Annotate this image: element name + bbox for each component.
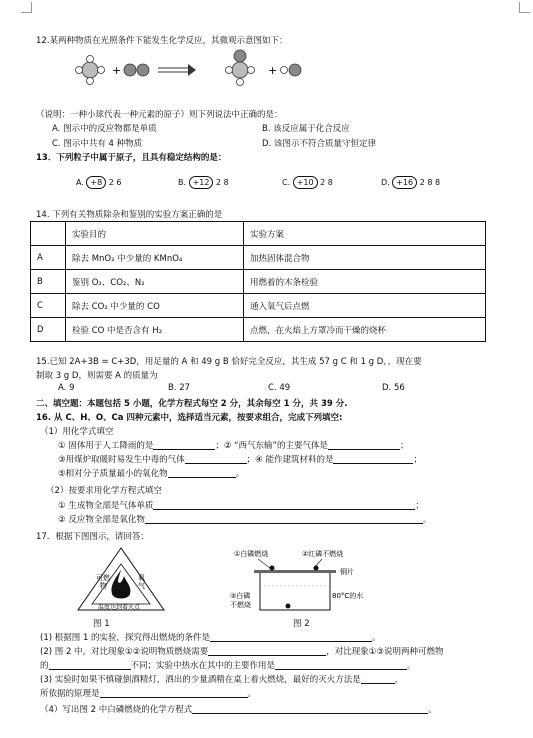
q17-prompt-2a: (2) 图 2 中，对比现象①②说明物质燃烧需要	[40, 647, 209, 657]
q15-line-2: 制取 3 g D，则需要 A 的质量为	[36, 371, 158, 381]
q13-title: 13．下列粒子中属于原子，且具有稳定结构的是：	[36, 153, 227, 163]
answer-blank[interactable]	[210, 632, 372, 642]
fig2-label-red-phosphorus-not-burn: ②红磷不燃烧	[302, 550, 344, 558]
q17-prompt-2c: 的	[40, 661, 49, 671]
q17-prompt-2d: 不同；实验中热水在其中的主要作用是	[130, 661, 276, 671]
answer-blank[interactable]	[185, 454, 247, 464]
table-cell: 除去 CO₂ 中少量的 CO	[66, 294, 244, 318]
table-header-cell: 实验方案	[244, 222, 486, 246]
table-header-cell	[31, 222, 66, 246]
q15-option-b: B. 27	[168, 383, 191, 393]
q16-sub-2: （2）按要求用化学方程式填空	[46, 486, 162, 496]
fig2-label-not-burn: 不燃烧	[230, 601, 251, 609]
atom-letter: A.	[76, 178, 84, 187]
molecule-reactant-2	[124, 64, 149, 76]
answer-blank[interactable]	[208, 646, 326, 656]
triangle-label-oxygen: 氧	[138, 574, 145, 582]
section-2-heading: 二、填空题：本题包括 5 小题，化学方程式每空 2 分，其余每空 1 分，共 39 分.	[36, 399, 348, 409]
molecule-reactant-1	[76, 56, 105, 85]
atom-option-b	[178, 176, 229, 189]
reaction-arrow	[158, 64, 196, 76]
atom-letter: C.	[282, 178, 291, 187]
answer-blank[interactable]	[168, 468, 236, 478]
answer-blank[interactable]	[333, 454, 413, 464]
q16-item-1: ① 固体用于人工降雨的是	[58, 441, 154, 451]
triangle-label-fuel-2: 物	[100, 582, 107, 590]
q16-item-4: ；④ 能作建筑材料的是	[246, 455, 334, 465]
atom-nucleus: +10	[293, 176, 318, 189]
table-cell: C	[31, 294, 66, 318]
q17-prompt-3a: (3) 实验时如果不慎碰倒酒精灯，洒出的少量酒精在桌上着火燃烧，最好的灭火方法是	[40, 675, 361, 685]
q15-option-a: A. 9	[58, 383, 75, 393]
q15-line-1: 15.已知 2A+3B = C+3D，用足量的 A 和 49 g B 恰好完全反应，其生成 57 g C 和 1 g D，，现在要	[36, 357, 422, 367]
q14-title: 14. 下列有关物质除杂和鉴别的实验方案正确的是	[36, 210, 223, 220]
table-cell: 除去 MnO₂ 中少量的 KMnO₄	[66, 246, 244, 270]
triangle-label-fuel: 可燃	[96, 574, 110, 582]
atom-option-d	[381, 176, 440, 189]
table-header-row	[31, 222, 486, 246]
q17-answer-2	[40, 645, 444, 657]
atom-shells: 2 8	[216, 178, 229, 187]
fig2-label-white-phosphorus-3: ③白磷	[230, 592, 251, 600]
q12-plus-2: +	[268, 64, 278, 77]
table-row	[31, 246, 486, 270]
q16-item-2: ；② “西气东输”的主要气体是	[215, 441, 328, 451]
q16-line-3	[58, 467, 244, 479]
q17-period: 。	[407, 661, 416, 671]
triangle-label-oxygen-2: 气	[138, 582, 145, 590]
q17-answer-1	[40, 631, 381, 643]
answer-blank[interactable]	[275, 660, 407, 670]
q16-item-3: ③用煤炉取暖时易发生中毒的气体	[58, 455, 185, 465]
atom-nucleus: +16	[392, 176, 417, 189]
answer-blank[interactable]	[361, 674, 395, 684]
atom-letter: B.	[178, 178, 187, 187]
molecule-product-1	[226, 50, 255, 86]
q17-prompt-4: （4）写出图 2 中白磷燃烧的化学方程式	[40, 705, 193, 715]
q15-option-c: C. 49	[268, 383, 291, 393]
fig2-label-copper-sheet: 铜片	[340, 568, 354, 576]
figure-1-caption: 图 1	[93, 619, 110, 629]
atom-option-c	[282, 176, 333, 189]
q17-period: 。	[247, 689, 257, 699]
q16-line-2	[58, 453, 422, 465]
q16-line-5	[58, 513, 431, 525]
fig2-label-hot-water: 80°C的水	[332, 592, 364, 600]
fig2-label-white-phosphorus-burns: ①白磷燃烧	[234, 550, 269, 558]
q17-prompt-2b: ，对比现象①③说明两种可燃物	[326, 647, 444, 657]
figure-2-caption: 图 2	[293, 619, 310, 629]
table-cell: A	[31, 246, 66, 270]
q17-period: 。	[372, 633, 381, 643]
answer-blank[interactable]	[100, 688, 248, 698]
answer-blank[interactable]	[145, 514, 423, 524]
flame-icon	[111, 570, 130, 599]
q16-period: 。	[422, 515, 432, 525]
q12-title: 12.某两种物质在光照条件下能发生化学反应，其微观示意图如下：	[36, 36, 288, 46]
atom-nucleus: +8	[86, 176, 106, 189]
q17-prompt-3b: 所依据的原理是	[40, 689, 100, 699]
q17-comma: ，	[394, 675, 404, 685]
q17-answer-3-cont	[40, 687, 256, 699]
q14-experiment-table	[30, 221, 486, 342]
atom-shells: 2 8	[320, 178, 333, 187]
q16-line-4	[58, 499, 424, 511]
table-cell: B	[31, 270, 66, 294]
q17-answer-4	[40, 703, 437, 715]
q16-title-text: 16. 从 C、H、O、Ca 四种元素中，选择适当元素，按要求组合，完成下列填空:	[36, 413, 343, 423]
answer-blank[interactable]	[153, 440, 215, 450]
q16-sub-1: （1）用化学式填空	[40, 427, 114, 437]
table-cell: D	[31, 318, 66, 342]
table-cell: 检验 CO 中是否含有 H₂	[66, 318, 244, 342]
atom-option-a	[76, 176, 122, 189]
q12-option-b: B. 该反应属于化合反应	[262, 124, 350, 134]
beaker-icon	[254, 566, 336, 611]
atom-letter: D.	[381, 178, 390, 187]
q12-note: （说明：一种小球代表一种元素的原子）则下列说法中正确的是：	[36, 110, 283, 120]
q16-equation-1-prompt: ① 生成物全部是气体单质	[58, 501, 154, 511]
q17-answer-2-cont	[40, 659, 416, 671]
q17-prompt-1: (1) 根据图 1 的实验，探究得出燃烧的条件是	[40, 633, 211, 643]
q17-period: 。	[428, 705, 437, 715]
answer-blank[interactable]	[49, 660, 131, 670]
molecule-product-2	[281, 64, 302, 76]
table-header-cell: 实验目的	[66, 222, 244, 246]
q17-title: 17．根据下图图示，请回答：	[36, 532, 149, 542]
answer-blank[interactable]	[328, 440, 400, 450]
table-row	[31, 318, 486, 342]
table-cell: 点燃，在火焰上方罩冷而干燥的烧杯	[244, 318, 486, 342]
q16-item-5: ⑤相对分子质量最小的氧化物	[58, 469, 168, 479]
q12-plus-1: +	[112, 64, 122, 77]
answer-blank[interactable]	[192, 704, 428, 714]
table-row	[31, 270, 486, 294]
page-corner-mark	[21, 2, 32, 13]
q16-semicolon: ；	[413, 455, 422, 465]
q16-title	[36, 411, 342, 423]
q12-reaction-diagram	[70, 48, 370, 88]
q12-option-a: A. 图示中的反应物都是单质	[52, 124, 157, 134]
beaker-experiment-figure	[228, 546, 368, 616]
answer-blank[interactable]	[153, 500, 415, 510]
q16-line-1	[58, 439, 408, 451]
table-row	[31, 294, 486, 318]
table-cell: 鉴别 O₂、CO₂、N₂	[66, 270, 244, 294]
q17-answer-3	[40, 673, 403, 685]
q16-semicolon: ；	[415, 501, 424, 511]
q16-equation-2-prompt: ② 反应物全部是氧化物	[58, 515, 145, 525]
atom-shells: 2 6	[108, 178, 122, 187]
q12-option-d: D. 该图示不符合质量守恒定律	[262, 139, 376, 149]
fire-triangle-figure	[76, 546, 166, 614]
atom-shells: 2 8 8	[419, 178, 441, 187]
triangle-label-temperature: 温度达到着火点	[98, 604, 141, 611]
table-cell: 通入氧气后点燃	[244, 294, 486, 318]
q16-semicolon: ；	[399, 441, 409, 451]
q12-option-c: C. 图示中共有 4 种物质	[52, 139, 143, 149]
q16-period: 。	[235, 469, 245, 479]
table-cell: 用燃着的木条检验	[244, 270, 486, 294]
q15-option-d: D. 56	[382, 383, 405, 393]
page-corner-mark	[519, 2, 530, 13]
table-cell: 加热固体混合物	[244, 246, 486, 270]
atom-nucleus: +12	[189, 176, 214, 189]
